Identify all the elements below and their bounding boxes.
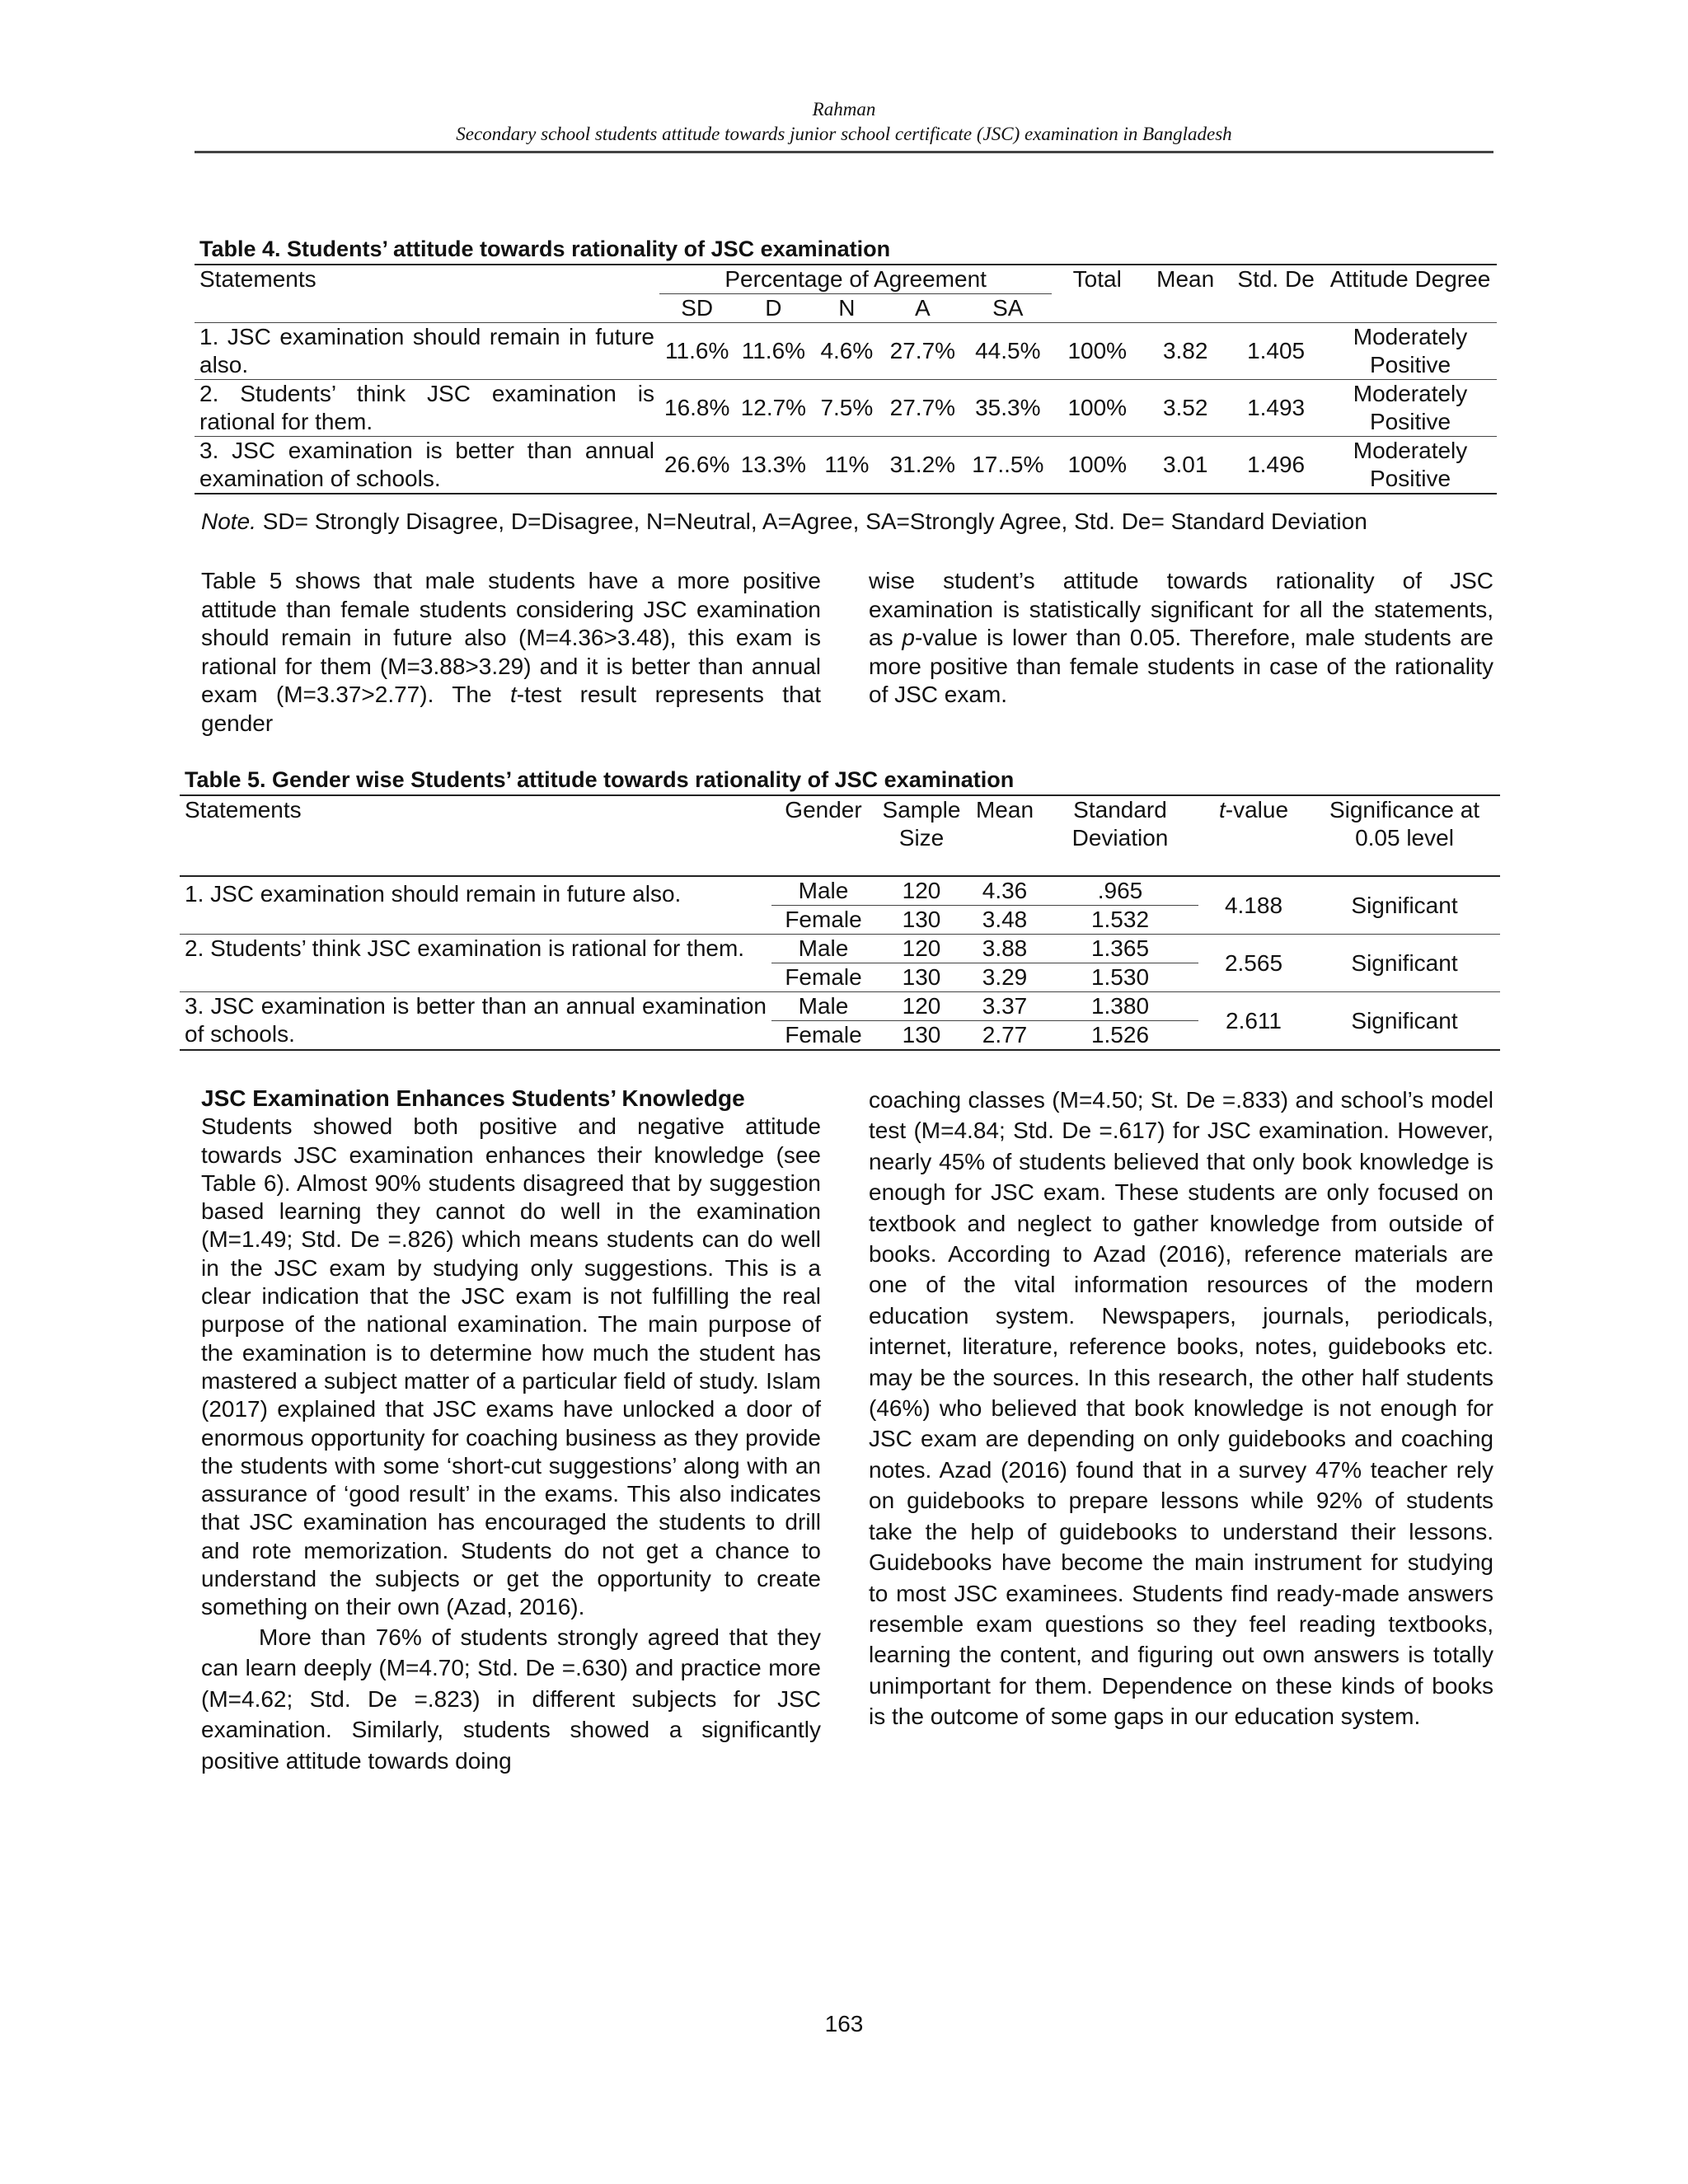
table5-cell-t: 2.565 (1198, 935, 1309, 992)
table5-head-statements: Statements (180, 795, 771, 876)
section-heading: JSC Examination Enhances Students’ Knowledge (201, 1085, 745, 1111)
table4-cell-d: 12.7% (734, 380, 812, 437)
table5-cell-gender: Female (771, 906, 875, 935)
table4-cell-n: 7.5% (812, 380, 881, 437)
table4-cell-std: 1.496 (1228, 437, 1324, 494)
table5-cell-n: 130 (875, 906, 968, 935)
table4 (195, 264, 1497, 494)
section-left-column (201, 1085, 821, 1776)
table4-head-statements: Statements (195, 265, 659, 323)
table5-cell-statement: 1. JSC examination should remain in future also. (185, 881, 682, 907)
table4-head-std: Std. De (1228, 265, 1324, 323)
table5 (180, 794, 1500, 1051)
table5-cell-n: 120 (875, 992, 968, 1021)
table4-cell-sd: 11.6% (659, 323, 734, 380)
table4-head-total: Total (1052, 265, 1142, 323)
header-rule (195, 151, 1493, 153)
table5-cell-sd: 1.530 (1042, 963, 1198, 992)
para1-left-italic: t (509, 682, 517, 707)
table5-cell-mean: 4.36 (982, 878, 1028, 903)
table4-cell-sa: 35.3% (964, 380, 1052, 437)
table5-cell-sd: .965 (1097, 878, 1143, 903)
table4-cell-total: 100% (1052, 437, 1142, 494)
table5-cell-gender: Male (771, 935, 875, 963)
table4-cell-mean: 3.01 (1142, 437, 1228, 494)
para1-left-text: Table 5 shows that male students have a more positive attitude than female students considering JSC examination should remain in future also (M=4.36>3.48), this exam is rational for them (M=3.88>3.29) and it is better than annual exam (M=3.37>2.77). The (201, 568, 821, 707)
table5-head-t-rest: -value (1225, 797, 1289, 823)
table-row (180, 935, 1500, 963)
section-left-paragraph-2: More than 76% of students strongly agreed that they can learn deeply (M=4.70; Std. De =.630) and practice more (M=4.62; Std. De =.823) in different subjects for JSC examination. Similarly, students showed a significantly positive attitude towards doing (201, 1624, 821, 1774)
table4-cell-a: 27.7% (881, 323, 964, 380)
table5-cell-sd: 1.526 (1042, 1021, 1198, 1051)
page-number: 163 (824, 2011, 864, 2036)
table5-cell-gender: Male (771, 992, 875, 1021)
table5-cell-gender: Female (771, 1021, 875, 1051)
table5-head-tvalue (1198, 795, 1309, 876)
table4-note-text: SD= Strongly Disagree, D=Disagree, N=Neutral, A=Agree, SA=Strongly Agree, Std. De= Standard Deviation (256, 509, 1367, 534)
table4-cell-std: 1.493 (1228, 380, 1324, 437)
table4-cell-std: 1.405 (1228, 323, 1324, 380)
table5-cell-n: 130 (875, 1021, 968, 1051)
table4-cell-attitude: Moderately Positive (1324, 323, 1497, 380)
table4-cell-sa: 44.5% (964, 323, 1052, 380)
table5-cell-mean: 2.77 (968, 1021, 1042, 1051)
table4-note (201, 508, 1495, 536)
table4-cell-attitude: Moderately Positive (1324, 380, 1497, 437)
para1-right-text: wise student’s attitude towards rationality of JSC examination is statistically significant for all the statements, as (869, 568, 1493, 650)
section-right-column (869, 1085, 1493, 1732)
table4-cell-mean: 3.82 (1142, 323, 1228, 380)
para1-left (201, 567, 821, 738)
header-running-title: Secondary school students attitude towards junior school certificate (JSC) examination in Bangladesh (456, 124, 1232, 144)
table5-caption: Table 5. Gender wise Students’ attitude towards rationality of JSC examination (185, 767, 1015, 792)
table4-cell-a: 31.2% (881, 437, 964, 494)
header-author: Rahman (812, 99, 876, 120)
table4-head-sd: SD (681, 295, 714, 321)
table4-cell-statement: 1. JSC examination should remain in future also. (195, 323, 659, 380)
table5-cell-sd: 1.380 (1042, 992, 1198, 1021)
table4-head-sa: SA (992, 295, 1024, 321)
table5-head-sample: Sample Size (875, 795, 968, 876)
table5-cell-n: 130 (875, 963, 968, 992)
table4-cell-sd: 26.6% (659, 437, 734, 494)
section-right-paragraph: coaching classes (M=4.50; St. De =.833) and school’s model test (M=4.84; Std. De =.617) for JSC examination. However, nearly 45% of students believed that only book knowledge is enough for JSC exam. These students are only focused on textbook and neglect to gather knowledge from outside of books. According to Azad (2016), reference materials are one of the vital information resources of the modern education system. Newspapers, journals, periodicals, internet, literature, reference books, notes, guidebooks etc. may be the sources. In this research, the other half students (46%) who believed that book knowledge is not enough for JSC exam are depending on only guidebooks and coaching notes. Azad (2016) found that in a survey 47% teacher rely on guidebooks to prepare lessons while 92% of students take the help of guidebooks to understand their lessons. Guidebooks have become the main instrument for studying to most JSC examinees. Students find ready-made answers resemble exam questions so they feel reading textbooks, learning the content, and figuring out own answers is totally unimportant for them. Dependence on these kinds of books is the outcome of some gaps in our education system. (869, 1087, 1493, 1730)
table5-cell-sd: 1.365 (1042, 935, 1198, 963)
table4-caption: Table 4. Students’ attitude towards rationality of JSC examination (199, 237, 891, 261)
table5-cell-statement: 2. Students’ think JSC examination is rational for them. (180, 935, 771, 992)
table4-head-mean: Mean (1142, 265, 1228, 323)
table5-head-mean: Mean (968, 795, 1042, 876)
table5-cell-mean: 3.88 (968, 935, 1042, 963)
para1-right-italic: p (902, 625, 915, 650)
table5-cell-t: 4.188 (1224, 892, 1283, 918)
table4-cell-sa: 17..5% (964, 437, 1052, 494)
table4-cell-total: 100% (1052, 323, 1142, 380)
section-left-paragraph-1: Students showed both positive and negative attitude towards JSC examination enhances their knowledge (see Table 6). Almost 90% students disagreed that by suggestion based learning they cannot do well in the examination (M=1.49; Std. De =.826) which means students can do well in the JSC exam by studying only suggestions. This is a clear indication that the JSC exam is not fulfilling the real purpose of the national examination. The main purpose of the examination is to determine how much the student has mastered a subject matter of a particular field of study. Islam (2017) explained that JSC exams have unlocked a door of enormous opportunity for coaching business as they provide the students with some ‘short-cut suggestions’ along with an assurance of ‘good result’ in the exams. This also indicates that JSC examination has encouraged the students to drill and rote memorization. Students do not get a chance to understand the subjects or get the opportunity to create something on their own (Azad, 2016). (201, 1113, 821, 1620)
table5-head-sd: Standard Deviation (1042, 795, 1198, 876)
table4-note-label: Note. (201, 509, 256, 534)
table4-cell-d: 13.3% (734, 437, 812, 494)
table5-cell-mean: 3.37 (968, 992, 1042, 1021)
table5-cell-sig: Significant (1351, 892, 1458, 918)
table4-cell-n: 11% (812, 437, 881, 494)
table4-head-d: D (765, 295, 782, 321)
table-row (180, 992, 1500, 1021)
table5-cell-statement: 3. JSC examination is better than an annual examination of schools. (180, 992, 771, 1051)
running-header (195, 97, 1493, 147)
para1-right-text-cont: -value is lower than 0.05. Therefore, male students are more positive than female students in case of the rationality of JSC exam. (869, 625, 1493, 707)
table4-cell-statement: 2. Students’ think JSC examination is rational for them. (195, 380, 659, 437)
table4-cell-total: 100% (1052, 380, 1142, 437)
table4-cell-mean: 3.52 (1142, 380, 1228, 437)
para1-left-text-cont: -test result represents that gender (201, 682, 821, 736)
table5-head-gender: Gender (771, 795, 875, 876)
table-row (195, 323, 1497, 380)
table5-head-sig: Significance at 0.05 level (1309, 795, 1500, 876)
table4-cell-n: 4.6% (812, 323, 881, 380)
table4-cell-statement: 3. JSC examination is better than annual examination of schools. (195, 437, 659, 494)
table4-cell-sd: 16.8% (659, 380, 734, 437)
table4-cell-a: 27.7% (881, 380, 964, 437)
table5-cell-mean: 3.29 (968, 963, 1042, 992)
table-row (195, 380, 1497, 437)
table-row (195, 437, 1497, 494)
para1-right (869, 567, 1493, 710)
table5-head-t-italic: t (1218, 797, 1226, 823)
table5-cell-t: 2.611 (1198, 992, 1309, 1051)
table4-head-attitude: Attitude Degree (1324, 265, 1497, 323)
table5-cell-mean: 3.48 (968, 906, 1042, 935)
table5-cell-n: 120 (875, 935, 968, 963)
table4-head-a: A (915, 295, 931, 321)
table5-cell-sig: Significant (1309, 992, 1500, 1051)
table5-cell-sd: 1.532 (1042, 906, 1198, 935)
table4-head-percentage: Percentage of Agreement (659, 265, 1052, 294)
table4-head-n: N (838, 295, 856, 321)
table-row (180, 876, 1500, 906)
table5-cell-gender: Female (771, 963, 875, 992)
table5-cell-sig: Significant (1309, 935, 1500, 992)
table5-cell-gender: Male (798, 878, 849, 903)
table5-cell-n: 120 (902, 878, 941, 903)
table4-cell-attitude: Moderately Positive (1324, 437, 1497, 494)
table4-cell-d: 11.6% (734, 323, 812, 380)
